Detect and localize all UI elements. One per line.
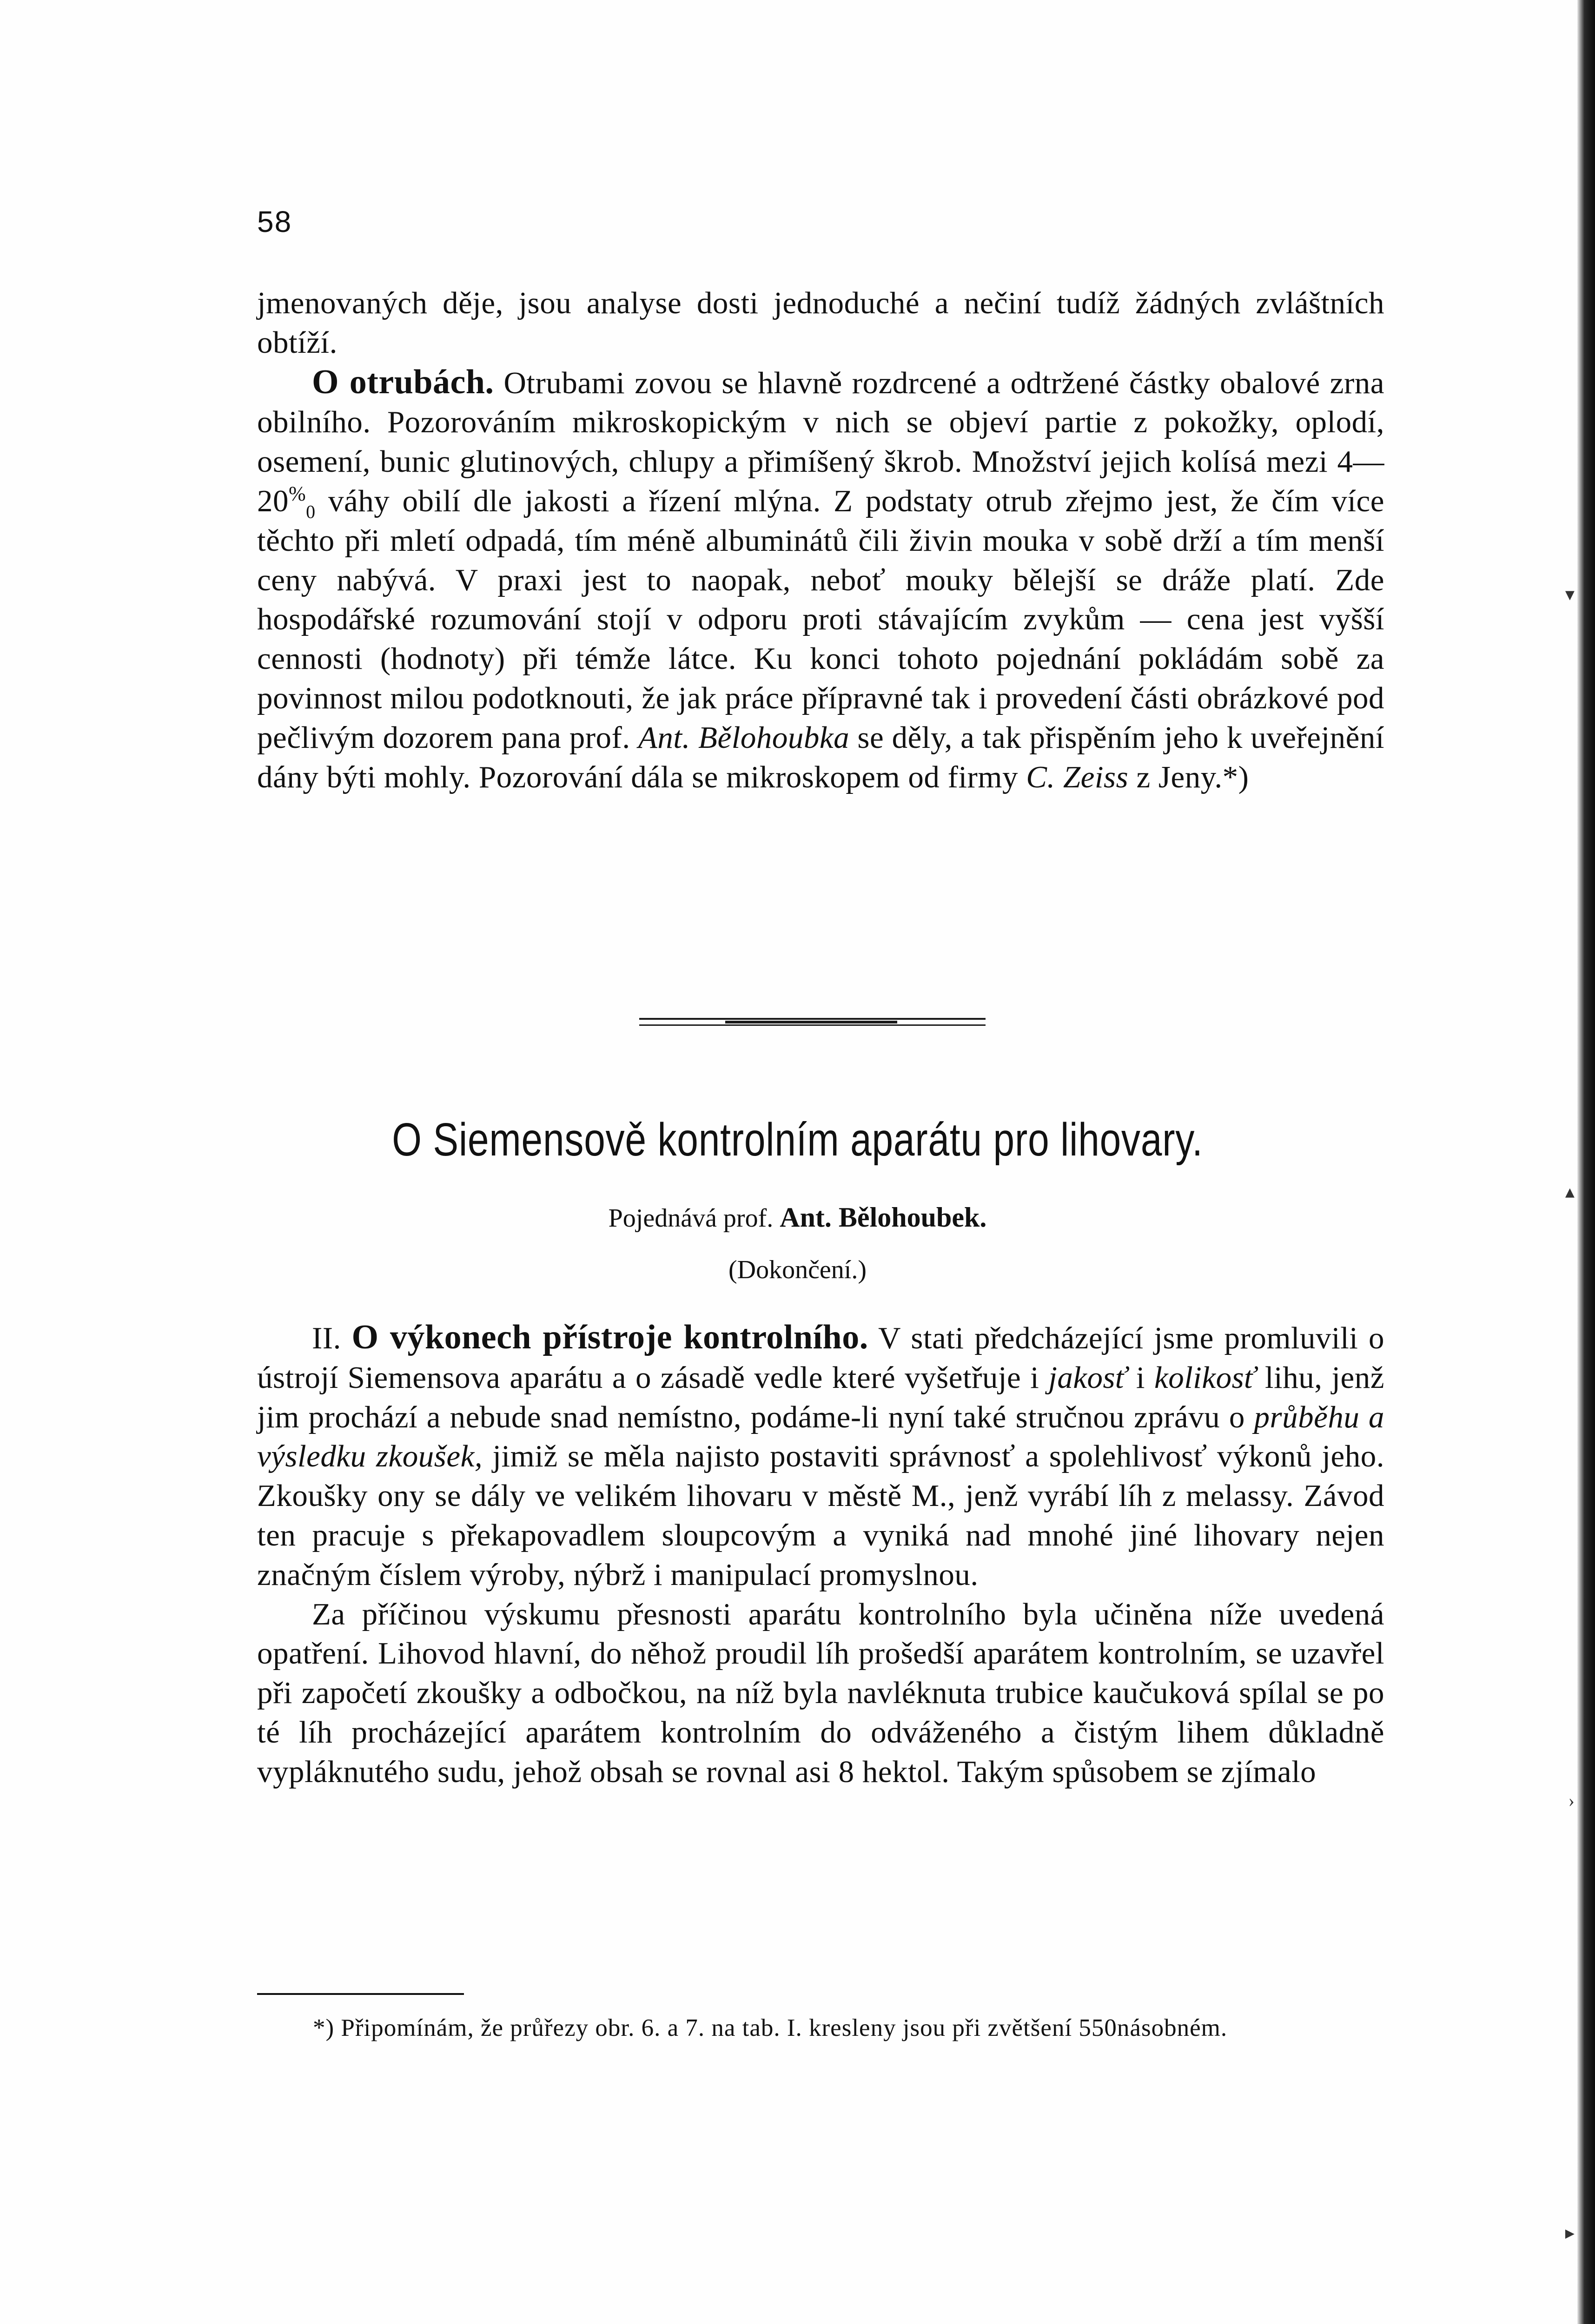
section-heading-otruby: O otrubách. (312, 363, 494, 401)
author-prefix: Pojednává prof. (608, 1204, 780, 1233)
paragraph-continuation (257, 284, 1384, 363)
paragraph-text: z Jeny.*) (1128, 759, 1249, 794)
footnote (257, 2010, 1384, 2046)
scan-edge-shadow (1577, 0, 1595, 2324)
paragraph-text: lihu, jenž jim prochází a nebude snad nemístno, podáme-li nyní také stručnou zprávu o (257, 1360, 1384, 1434)
top-text-block (257, 284, 1384, 797)
paragraph-text: váhy obilí dle jakosti a řízení mlýna. Z podstaty otrub zřejmo jest, že čím více těchto při mletí odpadá, tím méně albuminátů čili živin mouka v sobě drží a tím menší ceny nabývá. V praxi jest to naopak, neboť mouky bělejší se dráže platí. Zde hospodářské rozumování stojí v odporu proti stávajícím zvykům — cena jest vyšší cennosti (hodnoty) při témže látce. Ku konci tohoto pojednání pokládám sobě za povinnost milou podotknouti, že jak práce přípravné tak i provedení části obrázkové pod pečlivým dozorem pana prof. (257, 483, 1384, 755)
article-title: O Siemensově kontrolním aparátu pro lihovary. (392, 1114, 1203, 1166)
percent-subscript: 0 (306, 501, 316, 522)
paragraph-text: i (1127, 1360, 1154, 1395)
page-number: 58 (257, 205, 292, 238)
paragraph-text: jmenovaných děje, jsou analyse dosti jednoduché a nečiní tudíž žádných zvláštních obtíží. (257, 286, 1384, 360)
scan-edge-mark: ▴ (1565, 1181, 1575, 1202)
section-number: II. (312, 1321, 352, 1355)
paragraph-vyskum (257, 1595, 1384, 1792)
body-text-block (257, 1318, 1384, 1792)
paragraph-text: jimiž se měla najisto postaviti správnosť a spolehlivosť výkonů jeho. Zkoušky ony se dály ve velikém lihovaru v městě M., jenž vyrábí líh z melassy. Závod ten pracuje s překapovadlem sloupcovým a vyniká nad mnohé jiné lihovary nejen značným číslem výroby, nýbrž i manipulací promyslnou. (257, 1439, 1384, 1592)
firm-name: C. Zeiss (1026, 759, 1129, 794)
scan-edge-mark: › (1568, 1790, 1575, 1811)
article-author (0, 1202, 1595, 1234)
paragraph-text: se děly, a tak přispěním jeho k uveřejnění dány býti mohly. Pozorování dála se mikroskopem od firmy (257, 720, 1384, 794)
continued-note: (Dokončení.) (728, 1255, 867, 1284)
italic-term: kolikosť (1154, 1360, 1256, 1395)
author-name: Ant. Bělohoubek. (780, 1202, 987, 1233)
scan-edge-mark: ▾ (1565, 584, 1575, 605)
percent-sign: % (289, 482, 306, 505)
section-divider-center (725, 1021, 897, 1023)
section-heading-vykony: O výkonech přístroje kontrolního. (351, 1318, 868, 1356)
section-divider-bottom (639, 1024, 986, 1026)
paragraph-text: V stati předcházející jsme promluvili o ústrojí Siemensova aparátu a o zásadě vedle které vyšetřuje i (257, 1321, 1385, 1395)
footnote-text: *) Připomínám, že průřezy obr. 6. a 7. na tab. I. kresleny jsou při zvětšení 550násobném. (313, 2014, 1228, 2041)
section-divider-top (639, 1018, 986, 1020)
italic-term: jakosť (1048, 1360, 1127, 1395)
italic-term: průběhu a výsledku zkoušek, (257, 1400, 1385, 1474)
paragraph-otruby (257, 363, 1384, 797)
paragraph-vykony (257, 1318, 1384, 1595)
footnote-rule (257, 1993, 464, 1995)
paragraph-text: Za příčinou výskumu přesnosti aparátu kontrolního byla učiněna níže uvedená opatření. Lihovod hlavní, do něhož proudil líh prošedší aparátem kontrolním, se uzavřel při započetí zkoušky a odbočkou, na níž byla navléknuta trubice kaučuková spílal se po té líh procházející aparátem kontrolním do odváženého a čistým lihem důkladně vypláknutého sudu, jehož obsah se rovnal asi 8 hektol. Takým spůsobem se zjímalo (257, 1597, 1384, 1789)
person-name: Ant. Bělohoubka (638, 720, 850, 755)
paragraph-text: Otrubami zovou se hlavně rozdrcené a odtržené částky obalové zrna obilního. Pozorováním mikroskopickým v nich se objeví partie z pokožky, oplodí, osemení, bunic glutinových, chlupy a přimíšený škrob. Množství jejich kolísá mezi 4—20 (257, 365, 1384, 518)
scan-edge-mark: ▸ (1565, 2222, 1575, 2243)
